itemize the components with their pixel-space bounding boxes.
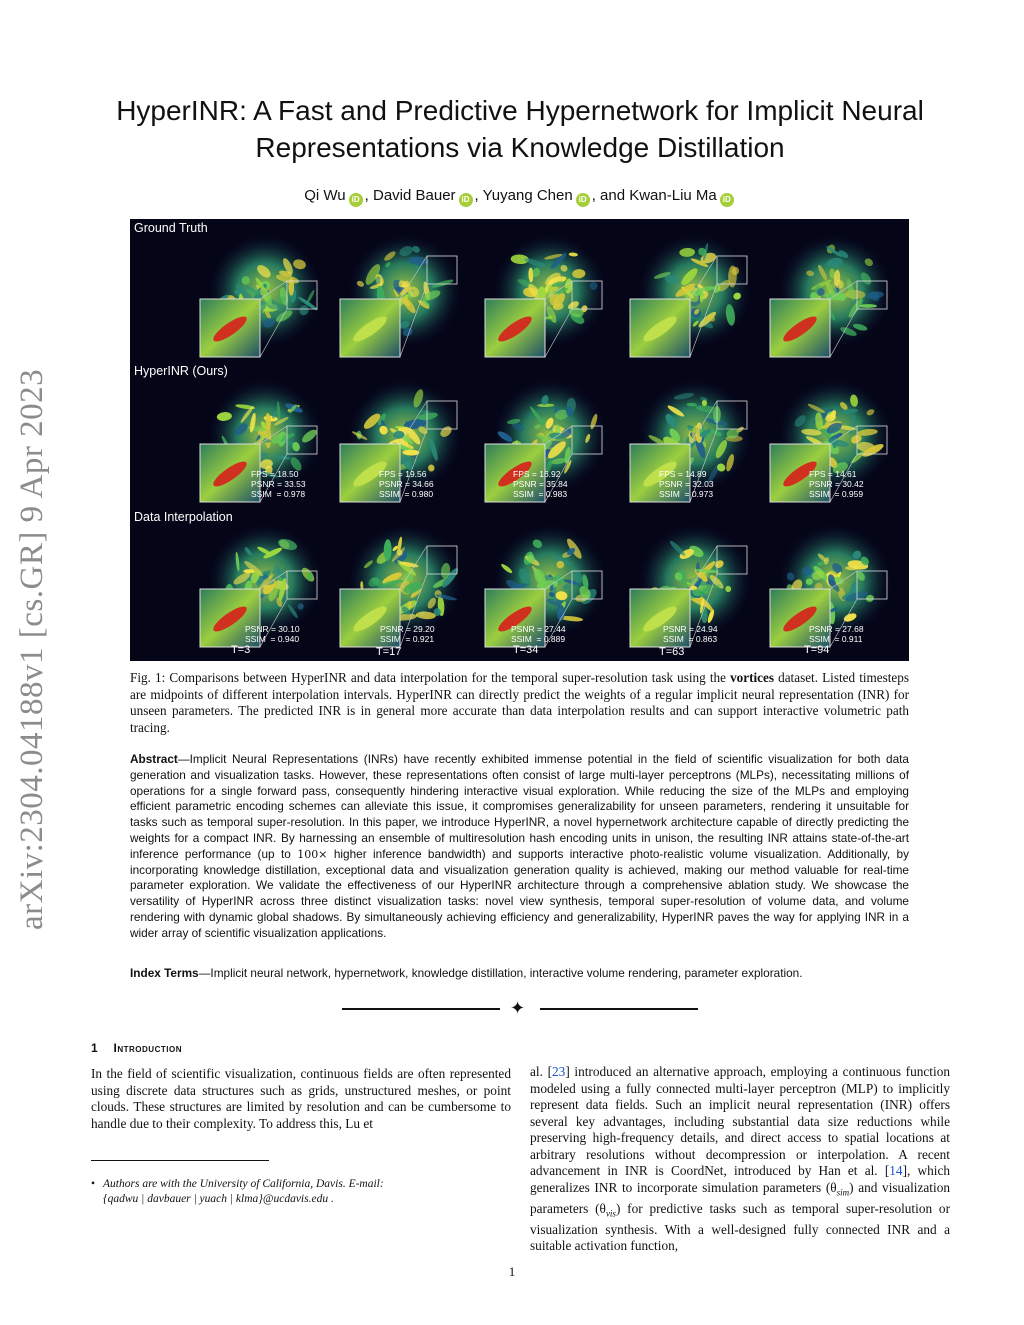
abstract-label: Abstract (130, 752, 178, 766)
subscript: vis (605, 1208, 616, 1219)
vortex-render (340, 235, 461, 357)
bullet-icon: • (91, 1178, 96, 1190)
intro-text: ) for predictive tasks such as temporal super-resolution or visualization synthesis. With a well-designed fully connected INR and a suitable activation function, (530, 1200, 950, 1254)
author-name: Qi Wu (304, 187, 346, 204)
section-divider (342, 998, 698, 1018)
intro-right-column (530, 1064, 950, 1255)
orcid-icon[interactable]: iD (720, 193, 734, 207)
paper-title: HyperINR: A Fast and Predictive Hypernetwork for Implicit Neural Representations via Knowledge Distillation (116, 95, 924, 163)
timestep-label: T=3 (231, 644, 251, 656)
hyperinr-metrics: FPS = 18.50 PSNR = 33.53 SSIM = 0.978 (251, 469, 306, 499)
hyperinr-metrics: FPS = 19.56 PSNR = 34.66 SSIM = 0.980 (379, 469, 434, 499)
subscript: sim (836, 1187, 850, 1198)
row-label-interpolation: Data Interpolation (134, 510, 233, 524)
orcid-icon[interactable]: iD (576, 193, 590, 207)
author-name: David Bauer (372, 187, 456, 204)
abstract (130, 752, 909, 942)
section-title: Introduction (113, 1041, 182, 1055)
timestep-label: T=94 (804, 644, 830, 656)
page-number: 1 (508, 1264, 516, 1279)
hyperinr-metrics: FPS = 14.61 PSNR = 30.42 SSIM = 0.959 (809, 469, 864, 499)
caption-text: Fig. 1: Comparisons between HyperINR and data interpolation for the temporal super-resolution task using the (130, 670, 731, 685)
hyperinr-metrics: FPS = 14.89 PSNR = 32.03 SSIM = 0.973 (659, 469, 714, 499)
author-separator: , (474, 187, 483, 204)
author-name: Kwan-Liu Ma (629, 187, 717, 204)
figure-caption (130, 670, 909, 736)
vortex-render (770, 235, 891, 357)
author-separator: , and (591, 187, 630, 204)
caption-text: dataset. Listed timesteps are midpoints of different interpolation intervals. HyperINR can directly predict the weights of a regular implicit neural representation (INR) for unseen parameters. The predicted INR is in general more accurate than data interpolation results and can support interactive volumetric path tracing. (130, 670, 910, 735)
vortex-render (485, 235, 606, 357)
intro-text: ], which generalizes INR to incorporate simulation parameters (θ (530, 1163, 951, 1195)
intro-text: al. [ (530, 1064, 553, 1079)
arxiv-identifier: arXiv:2304.04188v1 [cs.GR] 9 Apr 2023 (14, 368, 50, 930)
orcid-icon[interactable]: iD (459, 193, 473, 207)
footnote-affiliation: Authors are with the University of California, Davis. E-mail: (103, 1178, 384, 1190)
author-name: Yuyang Chen (482, 187, 573, 204)
hyperinr-metrics: FPS = 16.92 PSNR = 35.84 SSIM = 0.983 (513, 469, 568, 499)
divider-rule (342, 1008, 500, 1010)
intro-text: ] introduced an alternative approach, employing a continuous function modeled using a fully connected multi-layer perceptron (MLP) to implicitly represent data fields. Such an implicit neural representation (INR) offers several key advantages, including substantial data size reductions while preserving high-frequency details, and direct access to spatial locations at arbitrary resolutions without decompression or interpolation. A recent advancement in INR is CoordNet, introduced by Han et al. [ (530, 1064, 950, 1178)
section-heading (91, 1041, 182, 1055)
interpolation-metrics: PSNR = 24.94 SSIM = 0.863 (663, 624, 718, 644)
citation-link[interactable]: 14 (889, 1163, 903, 1178)
section-number: 1 (91, 1041, 99, 1055)
interpolation-metrics: PSNR = 29.20 SSIM = 0.921 (380, 624, 435, 644)
interpolation-metrics: PSNR = 27.44 SSIM = 0.889 (511, 624, 566, 644)
index-terms-label: Index Terms (130, 966, 199, 980)
footnote-emails: {qadwu | davbauer | yuach | klma}@ucdavis.edu . (103, 1192, 334, 1205)
author-separator: , (364, 187, 373, 204)
index-terms-text: —Implicit neural network, hypernetwork, knowledge distillation, interactive volume rendering, parameter exploration. (198, 966, 803, 980)
index-terms (130, 966, 909, 981)
timestep-label: T=34 (513, 644, 539, 656)
orcid-icon[interactable]: iD (349, 193, 363, 207)
star-icon: ✦ (510, 998, 526, 1018)
divider-rule (540, 1008, 698, 1010)
vortex-render (630, 235, 751, 357)
intro-text: ) and visualization parameters (θ (530, 1179, 950, 1216)
interpolation-metrics: PSNR = 30.10 SSIM = 0.940 (245, 624, 300, 644)
author-list (70, 187, 970, 207)
row-label-hyperinr: HyperINR (Ours) (134, 364, 228, 378)
caption-dataset-name: vortices (730, 670, 774, 685)
citation-link[interactable]: 23 (552, 1064, 566, 1079)
timestep-label: T=63 (659, 646, 685, 658)
footnote-rule (91, 1160, 269, 1161)
interpolation-metrics: PSNR = 27.68 SSIM = 0.911 (809, 624, 864, 644)
volume-renderings (130, 219, 909, 661)
vortex-render (200, 235, 321, 357)
author-footnote (91, 1177, 511, 1206)
timestep-label: T=17 (376, 646, 402, 658)
abstract-text: higher inference bandwidth) and supports interactive photo-realistic volume visualization. Additionally, by incorporating knowledge distillation, exceptional data and visualization generation quality is achieved, making our method valuable for real-time parameter exploration. We validate the effectiveness of our HyperINR architecture through a comprehensive ablation study. We showcase the versatility of HyperINR across three distinct visualization tasks: novel view synthesis, temporal super-resolution of volume data, and volume rendering with dynamic global shadows. By simultaneously achieving efficiency and generalizability, HyperINR paves the way for applying INR in a wider array of scientific visualization applications. (130, 846, 910, 940)
row-label-ground-truth: Ground Truth (134, 221, 208, 235)
intro-left-column: In the field of scientific visualization, continuous fields are often represented using discrete data structures such as grids, unstructured meshes, or point clouds. These structures are limited by resolution and can be cumbersome to handle due to their complexity. To address this, Lu et (91, 1066, 511, 1131)
abstract-text: —Implicit Neural Representations (INRs) have recently exhibited immense potential in the field of scientific visualization for both data generation and visualization tasks. However, these representations often consist of large multi-layer perceptrons (MLPs), necessitating millions of operations for a single forward pass, consequently hindering interactive visual exploration. While reducing the size of the MLPs and employing efficient parametric encoding schemes can alleviate this issue, it compromises generalizability for unseen parameters, rendering it unsuitable for tasks such as temporal super-resolution. In this paper, we introduce HyperINR, a novel hypernetwork architecture capable of directly predicting the weights for a compact INR. By harnessing an ensemble of multiresolution hash encoding units in unison, the resulting INR attains state-of-the-art inference performance (up to (130, 752, 909, 861)
teaser-figure (130, 219, 909, 661)
abstract-math: 100× (297, 847, 328, 861)
